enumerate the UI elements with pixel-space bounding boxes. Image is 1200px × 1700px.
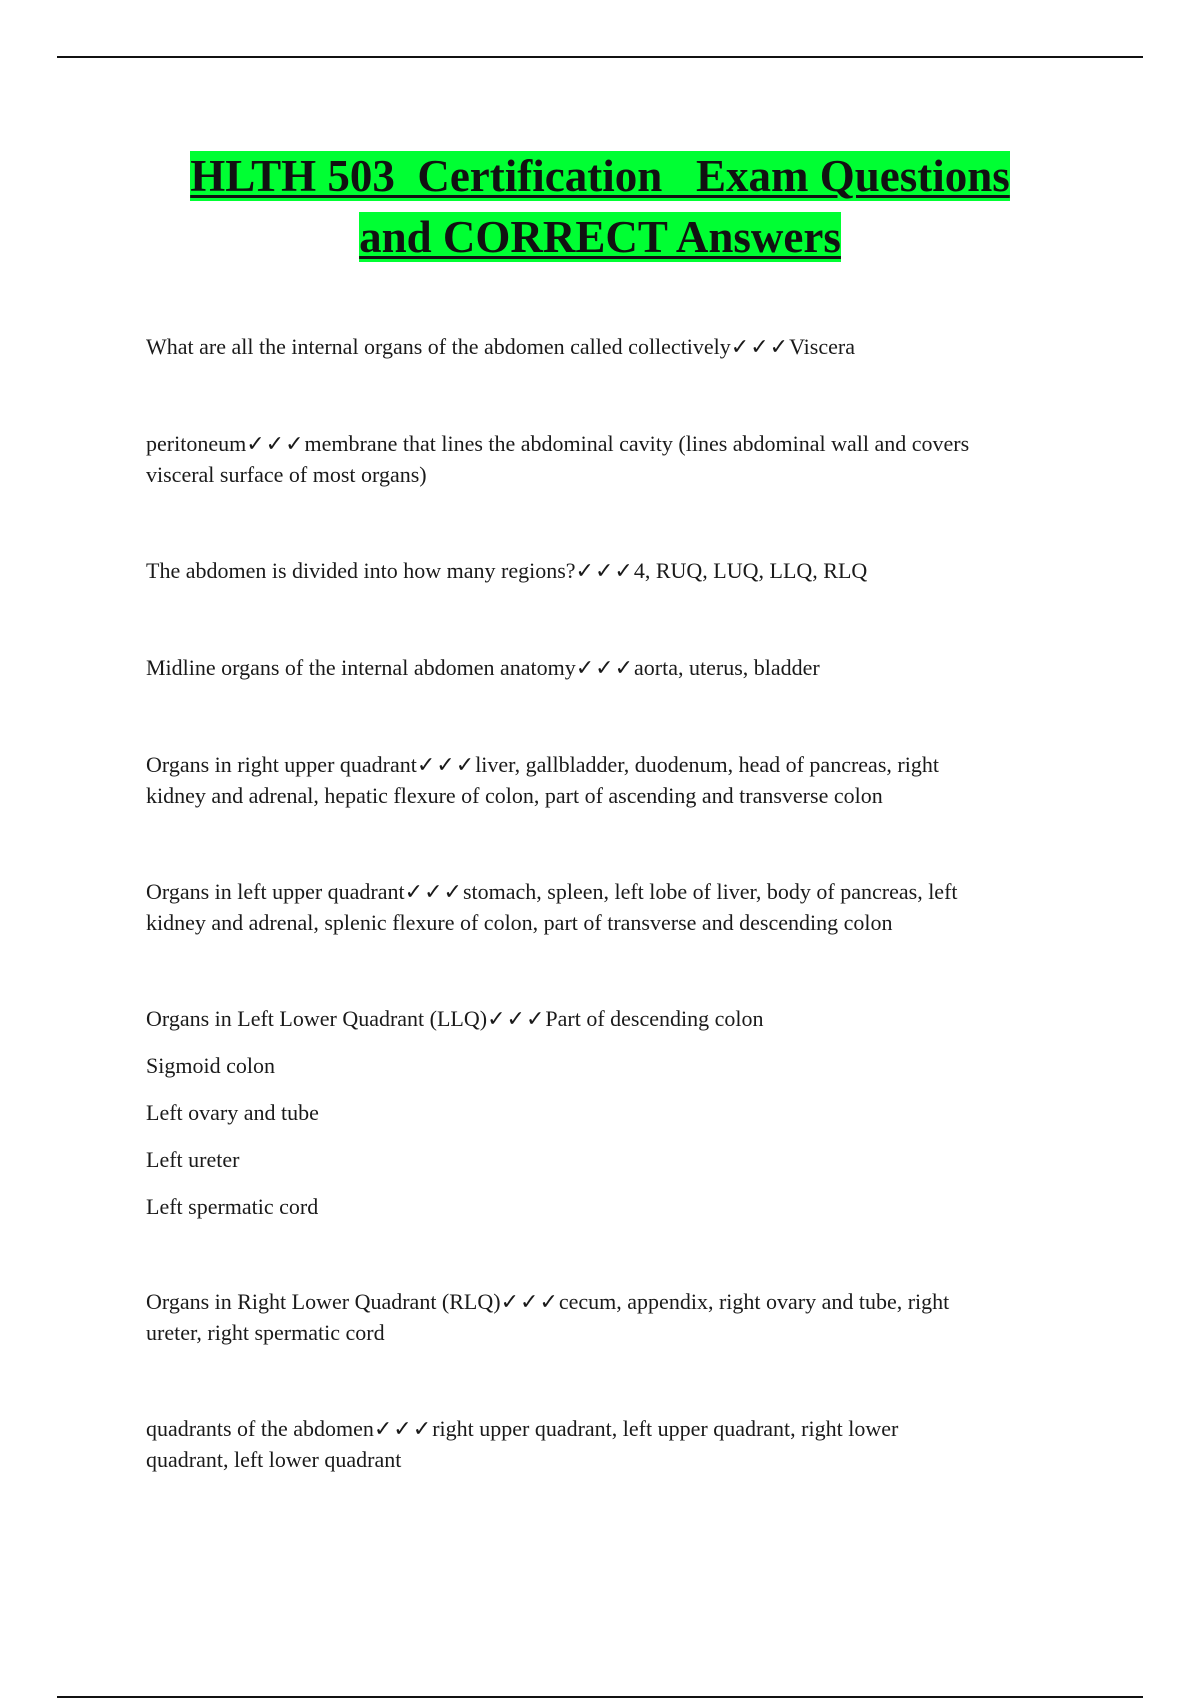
question-text: quadrants of the abdomen <box>146 1416 374 1441</box>
question-text: What are all the internal organs of the abdomen called collectively <box>146 334 731 359</box>
qa-line <box>146 876 1056 907</box>
qa-item-peritoneum <box>146 428 1056 490</box>
question-text: Organs in right upper quadrant <box>146 752 417 777</box>
checkmarks: ✓✓✓ <box>246 431 305 456</box>
answer-continuation: visceral surface of most organs) <box>146 462 427 487</box>
answer-continuation: kidney and adrenal, splenic flexure of colon, part of transverse and descending colon <box>146 910 893 935</box>
qa-line <box>146 652 1056 683</box>
qa-line <box>146 555 1056 586</box>
qa-line <box>146 1003 1056 1034</box>
answer-text: Viscera <box>789 334 855 359</box>
answer-list-item: Sigmoid colon <box>146 1053 275 1078</box>
qa-item-ruq <box>146 749 1056 811</box>
qa-item-rlq <box>146 1286 1056 1348</box>
checkmarks: ✓✓✓ <box>373 1416 433 1441</box>
answer-text: Part of descending colon <box>545 1006 764 1031</box>
question-text: Midline organs of the internal abdomen anatomy <box>146 655 576 680</box>
qa-item-viscera <box>146 331 1056 362</box>
qa-item-midline-organs <box>146 652 1056 683</box>
checkmarks: ✓✓✓ <box>404 879 463 904</box>
answer-text: cecum, appendix, right ovary and tube, right <box>558 1289 950 1314</box>
qa-item-quadrants <box>146 1413 1056 1475</box>
question-text: The abdomen is divided into how many regions? <box>146 558 576 583</box>
qa-line <box>146 1413 1056 1444</box>
qa-line <box>146 331 1056 362</box>
checkmarks: ✓✓✓ <box>575 558 634 583</box>
qa-line <box>146 1286 1056 1317</box>
question-text: Organs in Right Lower Quadrant (RLQ) <box>146 1289 501 1314</box>
answer-list-item: Left spermatic cord <box>146 1194 319 1219</box>
title-line-2: and CORRECT Answers <box>359 212 841 262</box>
question-text: Organs in Left Lower Quadrant (LLQ) <box>146 1006 488 1031</box>
qa-item-llq <box>146 1003 1056 1222</box>
checkmarks: ✓✓✓ <box>730 334 790 359</box>
question-text: Organs in left upper quadrant <box>146 879 405 904</box>
top-rule <box>57 56 1143 58</box>
checkmarks: ✓✓✓ <box>416 752 476 777</box>
answer-text: 4, RUQ, LUQ, LLQ, RLQ <box>633 558 868 583</box>
qa-line <box>146 428 1056 459</box>
bottom-rule <box>57 1696 1143 1698</box>
title-line-1: HLTH 503 Certification Exam Questions <box>190 151 1010 201</box>
answer-text: liver, gallbladder, duodenum, head of pancreas, right <box>475 752 939 777</box>
answer-text: membrane that lines the abdominal cavity (lines abdominal wall and covers <box>304 431 970 456</box>
answer-text: right upper quadrant, left upper quadrant, right lower <box>432 1416 899 1441</box>
answer-continuation: quadrant, left lower quadrant <box>146 1447 402 1472</box>
qa-line <box>146 749 1056 780</box>
answer-list-item: Left ovary and tube <box>146 1100 319 1125</box>
checkmarks: ✓✓✓ <box>487 1006 546 1031</box>
document-title <box>100 146 1100 268</box>
answer-continuation: kidney and adrenal, hepatic flexure of colon, part of ascending and transverse colon <box>146 783 883 808</box>
answer-text: stomach, spleen, left lobe of liver, body of pancreas, left <box>462 879 958 904</box>
qa-item-regions <box>146 555 1056 586</box>
question-text: peritoneum <box>146 431 247 456</box>
answer-continuation: ureter, right spermatic cord <box>146 1320 385 1345</box>
qa-item-luq <box>146 876 1056 938</box>
checkmarks: ✓✓✓ <box>500 1289 559 1314</box>
answer-text: aorta, uterus, bladder <box>634 655 820 680</box>
answer-list-item: Left ureter <box>146 1147 240 1172</box>
checkmarks: ✓✓✓ <box>575 655 635 680</box>
